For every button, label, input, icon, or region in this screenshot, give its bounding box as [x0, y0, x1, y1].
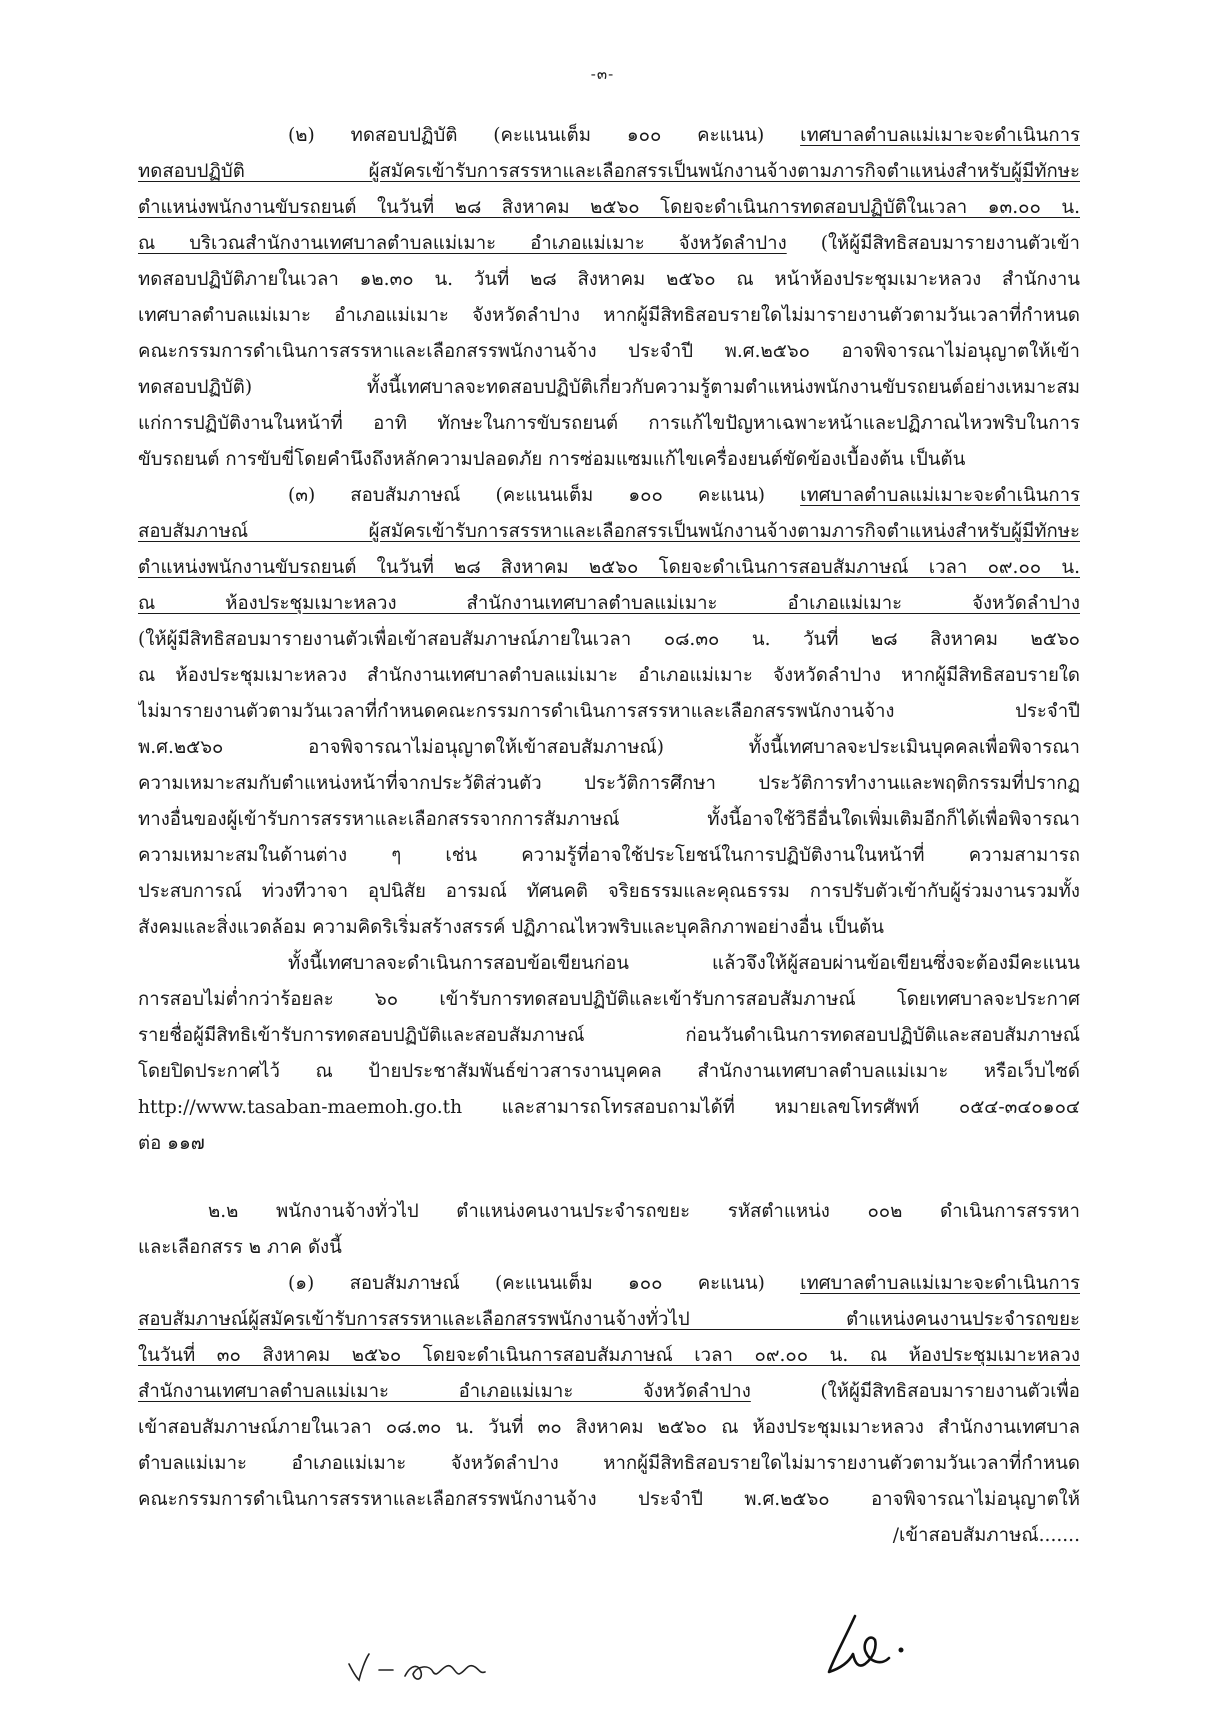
text-segment: รายชื่อผู้มีสิทธิเข้ารับการทดสอบปฏิบัติและสอบสัมภาษณ์ ก่อนวันดำเนินการทดสอบปฏิบัติและสอบสัมภาษณ์: [138, 1025, 1080, 1046]
text-line: [138, 478, 1080, 514]
text-segment: คณะกรรมการดำเนินการสรรหาและเลือกสรรพนักงานจ้าง ประจำปี พ.ศ.๒๕๖๐ อาจพิจารณาไม่อนุญาตให้: [138, 1489, 1080, 1510]
text-segment: ไม่มารายงานตัวตามวันเวลาที่กำหนดคณะกรรมการดำเนินการสรรหาและเลือกสรรพนักงานจ้าง ประจำปี: [138, 701, 1080, 722]
text-line: [138, 1054, 1080, 1090]
text-line: [138, 226, 1080, 262]
underlined-text: สอบสัมภาษณ์ผู้สมัครเข้ารับการสรรหาและเลือกสรรพนักงานจ้างทั่วไป ตำแหน่งคนงานประจำรถขยะ: [138, 1309, 1080, 1330]
text-segment: http://www.tasaban-maemoh.go.th และสามารถโทรสอบถามได้ที่ หมายเลขโทรศัพท์ ๐๕๔-๓๔๐๑๐๔: [138, 1097, 1080, 1118]
underlined-text: สำนักงานเทศบาลตำบลแม่เมาะ อำเภอแม่เมาะ จังหวัดลำปาง: [138, 1381, 751, 1402]
text-segment: ต่อ ๑๑๗: [138, 1133, 205, 1154]
text-segment: (๑) สอบสัมภาษณ์ (คะแนนเต็ม ๑๐๐ คะแนน): [288, 1273, 801, 1294]
text-line: [138, 1374, 1080, 1410]
underlined-text: เทศบาลตำบลแม่เมาะจะดำเนินการ: [800, 485, 1080, 506]
text-segment: (ให้ผู้มีสิทธิสอบมารายงานตัวเพื่อเข้าสอบสัมภาษณ์ภายในเวลา ๐๘.๓๐ น. วันที่ ๒๘ สิงหาคม ๒๕๖๐: [138, 629, 1080, 650]
underlined-text: ณ บริเวณสำนักงานเทศบาลตำบลแม่เมาะ อำเภอแม่เมาะ จังหวัดลำปาง: [138, 233, 787, 254]
text-segment: พ.ศ.๒๕๖๐ อาจพิจารณาไม่อนุญาตให้เข้าสอบสัมภาษณ์) ทั้งนี้เทศบาลจะประเมินบุคคลเพื่อพิจารณา: [138, 737, 1080, 758]
text-segment: ๒.๒ พนักงานจ้างทั่วไป ตำแหน่งคนงานประจำรถขยะ รหัสตำแหน่ง ๐๐๒ ดำเนินการสรรหา: [208, 1201, 1080, 1222]
text-line: [138, 1338, 1080, 1374]
underlined-text: ในวันที่ ๓๐ สิงหาคม ๒๕๖๐ โดยจะดำเนินการสอบสัมภาษณ์ เวลา ๐๙.๐๐ น. ณ ห้องประชุมเมาะหลวง: [138, 1345, 1080, 1366]
text-line: [138, 262, 1080, 298]
text-line: [138, 838, 1080, 874]
text-segment: ทั้งนี้เทศบาลจะดำเนินการสอบข้อเขียนก่อน แล้วจึงให้ผู้สอบผ่านข้อเขียนซึ่งจะต้องมีคะแนน: [288, 953, 1080, 974]
text-line: [138, 298, 1080, 334]
document-body: [138, 118, 1080, 1554]
underlined-text: ทดสอบปฏิบัติ ผู้สมัครเข้ารับการสรรหาและเลือกสรรเป็นพนักงานจ้างตามภารกิจตำแหน่งสำหรับผู้มีทักษะ: [138, 161, 1080, 182]
text-segment: คณะกรรมการดำเนินการสรรหาและเลือกสรรพนักงานจ้าง ประจำปี พ.ศ.๒๕๖๐ อาจพิจารณาไม่อนุญาตให้เข้า: [138, 341, 1080, 362]
text-line: [138, 190, 1080, 226]
text-line: [138, 1018, 1080, 1054]
paragraph: [138, 478, 1080, 946]
signature-initials-left: [345, 1642, 525, 1692]
text-segment: และเลือกสรร ๒ ภาค ดังนี้: [138, 1237, 342, 1258]
text-line: [138, 730, 1080, 766]
paragraph-gap: [138, 1162, 1080, 1194]
text-segment: เทศบาลตำบลแม่เมาะ อำเภอแม่เมาะ จังหวัดลำปาง หากผู้มีสิทธิสอบรายใดไม่มารายงานตัวตามวันเวลาที่กำหนด: [138, 305, 1080, 326]
text-line: [138, 442, 1080, 478]
paragraph: [138, 118, 1080, 478]
text-line: [138, 1266, 1080, 1302]
text-segment: การสอบไม่ต่ำกว่าร้อยละ ๖๐ เข้ารับการทดสอบปฏิบัติและเข้ารับการสอบสัมภาษณ์ โดยเทศบาลจะประกาศ: [138, 989, 1080, 1010]
text-line: [138, 982, 1080, 1018]
text-line: [138, 514, 1080, 550]
text-line: [138, 1446, 1080, 1482]
text-line: [138, 550, 1080, 586]
underlined-text: ตำแหน่งพนักงานขับรถยนต์ ในวันที่ ๒๘ สิงหาคม ๒๕๖๐ โดยจะดำเนินการทดสอบปฏิบัติในเวลา ๑๓.๐๐ น.: [138, 197, 1080, 218]
text-segment: (๓) สอบสัมภาษณ์ (คะแนนเต็ม ๑๐๐ คะแนน): [288, 485, 801, 506]
text-segment: ประสบการณ์ ท่วงทีวาจา อุปนิสัย อารมณ์ ทัศนคติ จริยธรรมและคุณธรรม การปรับตัวเข้ากับผู้ร่วมงานรวมทั้ง: [138, 881, 1080, 902]
text-segment: ความเหมาะสมในด้านต่าง ๆ เช่น ความรู้ที่อาจใช้ประโยชน์ในการปฏิบัติงานในหน้าที่ ความสามารถ: [138, 845, 1080, 866]
text-line: [138, 1410, 1080, 1446]
text-segment: (ให้ผู้มีสิทธิสอบมารายงานตัวเข้า: [786, 233, 1080, 254]
text-line: [138, 1302, 1080, 1338]
text-segment: ตำบลแม่เมาะ อำเภอแม่เมาะ จังหวัดลำปาง หากผู้มีสิทธิสอบรายใดไม่มารายงานตัวตามวันเวลาที่กำหนด: [138, 1453, 1080, 1474]
signature-right: [815, 1608, 935, 1688]
text-segment: ความเหมาะสมกับตำแหน่งหน้าที่จากประวัติส่วนตัว ประวัติการศึกษา ประวัติการทำงานและพฤติกรรมที่ปรากฏ: [138, 773, 1080, 794]
text-line: [138, 658, 1080, 694]
paragraph: [138, 1194, 1080, 1266]
text-line: [138, 1126, 1080, 1162]
text-segment: สังคมและสิ่งแวดล้อม ความคิดริเริ่มสร้างสรรค์ ปฏิภาณไหวพริบและบุคลิกภาพอย่างอื่น เป็นต้น: [138, 917, 884, 938]
text-line: [138, 1090, 1080, 1126]
text-line: [138, 694, 1080, 730]
text-segment: ทดสอบปฏิบัติ) ทั้งนี้เทศบาลจะทดสอบปฏิบัติเกี่ยวกับความรู้ตามตำแหน่งพนักงานขับรถยนต์อย่างเหมาะสม: [138, 377, 1080, 398]
text-segment: ณ ห้องประชุมเมาะหลวง สำนักงานเทศบาลตำบลแม่เมาะ อำเภอแม่เมาะ จังหวัดลำปาง หากผู้มีสิทธิสอบรายใด: [138, 665, 1080, 686]
text-segment: โดยปิดประกาศไว้ ณ ป้ายประชาสัมพันธ์ข่าวสารงานบุคคล สำนักงานเทศบาลตำบลแม่เมาะ หรือเว็บไซด์: [138, 1061, 1080, 1082]
text-line: [138, 946, 1080, 982]
page-number: -๓-: [590, 65, 615, 83]
text-segment: ขับรถยนต์ การขับขี่โดยคำนึงถึงหลักความปลอดภัย การซ่อมแซมแก้ไขเครื่องยนต์ขัดข้องเบื้องต้น เป็นต้น: [138, 449, 966, 470]
paragraph: [138, 1266, 1080, 1518]
underlined-text: เทศบาลตำบลแม่เมาะจะดำเนินการ: [800, 125, 1080, 146]
text-segment: (ให้ผู้มีสิทธิสอบมารายงานตัวเพื่อ: [750, 1381, 1080, 1402]
text-line: [138, 802, 1080, 838]
text-line: [138, 1230, 1080, 1266]
underlined-text: เทศบาลตำบลแม่เมาะจะดำเนินการ: [800, 1273, 1080, 1294]
text-line: [138, 118, 1080, 154]
text-line: [138, 874, 1080, 910]
text-line: [138, 406, 1080, 442]
text-line: [138, 1194, 1080, 1230]
text-segment: ทดสอบปฏิบัติภายในเวลา ๑๒.๓๐ น. วันที่ ๒๘ สิงหาคม ๒๕๖๐ ณ หน้าห้องประชุมเมาะหลวง สำนักงาน: [138, 269, 1080, 290]
text-line: [138, 370, 1080, 406]
text-segment: เข้าสอบสัมภาษณ์ภายในเวลา ๐๘.๓๐ น. วันที่ ๓๐ สิงหาคม ๒๕๖๐ ณ ห้องประชุมเมาะหลวง สำนักงานเทศบาล: [138, 1417, 1080, 1438]
underlined-text: ณ ห้องประชุมเมาะหลวง สำนักงานเทศบาลตำบลแม่เมาะ อำเภอแม่เมาะ จังหวัดลำปาง: [138, 593, 1080, 614]
continuation-text: /เข้าสอบสัมภาษณ์.......: [892, 1525, 1080, 1546]
text-line: [138, 334, 1080, 370]
underlined-text: ตำแหน่งพนักงานขับรถยนต์ ในวันที่ ๒๘ สิงหาคม ๒๕๖๐ โดยจะดำเนินการสอบสัมภาษณ์ เวลา ๐๙.๐๐ น.: [138, 557, 1080, 578]
text-line: [138, 1482, 1080, 1518]
text-segment: ทางอื่นของผู้เข้ารับการสรรหาและเลือกสรรจากการสัมภาษณ์ ทั้งนี้อาจใช้วิธีอื่นใดเพิ่มเติมอีกก็ได้เพื่อพิจารณา: [138, 809, 1080, 830]
text-line: [138, 910, 1080, 946]
paragraph: [138, 946, 1080, 1162]
text-line: [138, 622, 1080, 658]
text-line: [138, 586, 1080, 622]
text-segment: แก่การปฏิบัติงานในหน้าที่ อาทิ ทักษะในการขับรถยนต์ การแก้ไขปัญหาเฉพาะหน้าและปฏิภาณไหวพริบในการ: [138, 413, 1080, 434]
text-line: [138, 766, 1080, 802]
text-line: [138, 154, 1080, 190]
underlined-text: สอบสัมภาษณ์ ผู้สมัครเข้ารับการสรรหาและเลือกสรรเป็นพนักงานจ้างตามภารกิจตำแหน่งสำหรับผู้มีทักษะ: [138, 521, 1080, 542]
text-segment: (๒) ทดสอบปฏิบัติ (คะแนนเต็ม ๑๐๐ คะแนน): [288, 125, 801, 146]
